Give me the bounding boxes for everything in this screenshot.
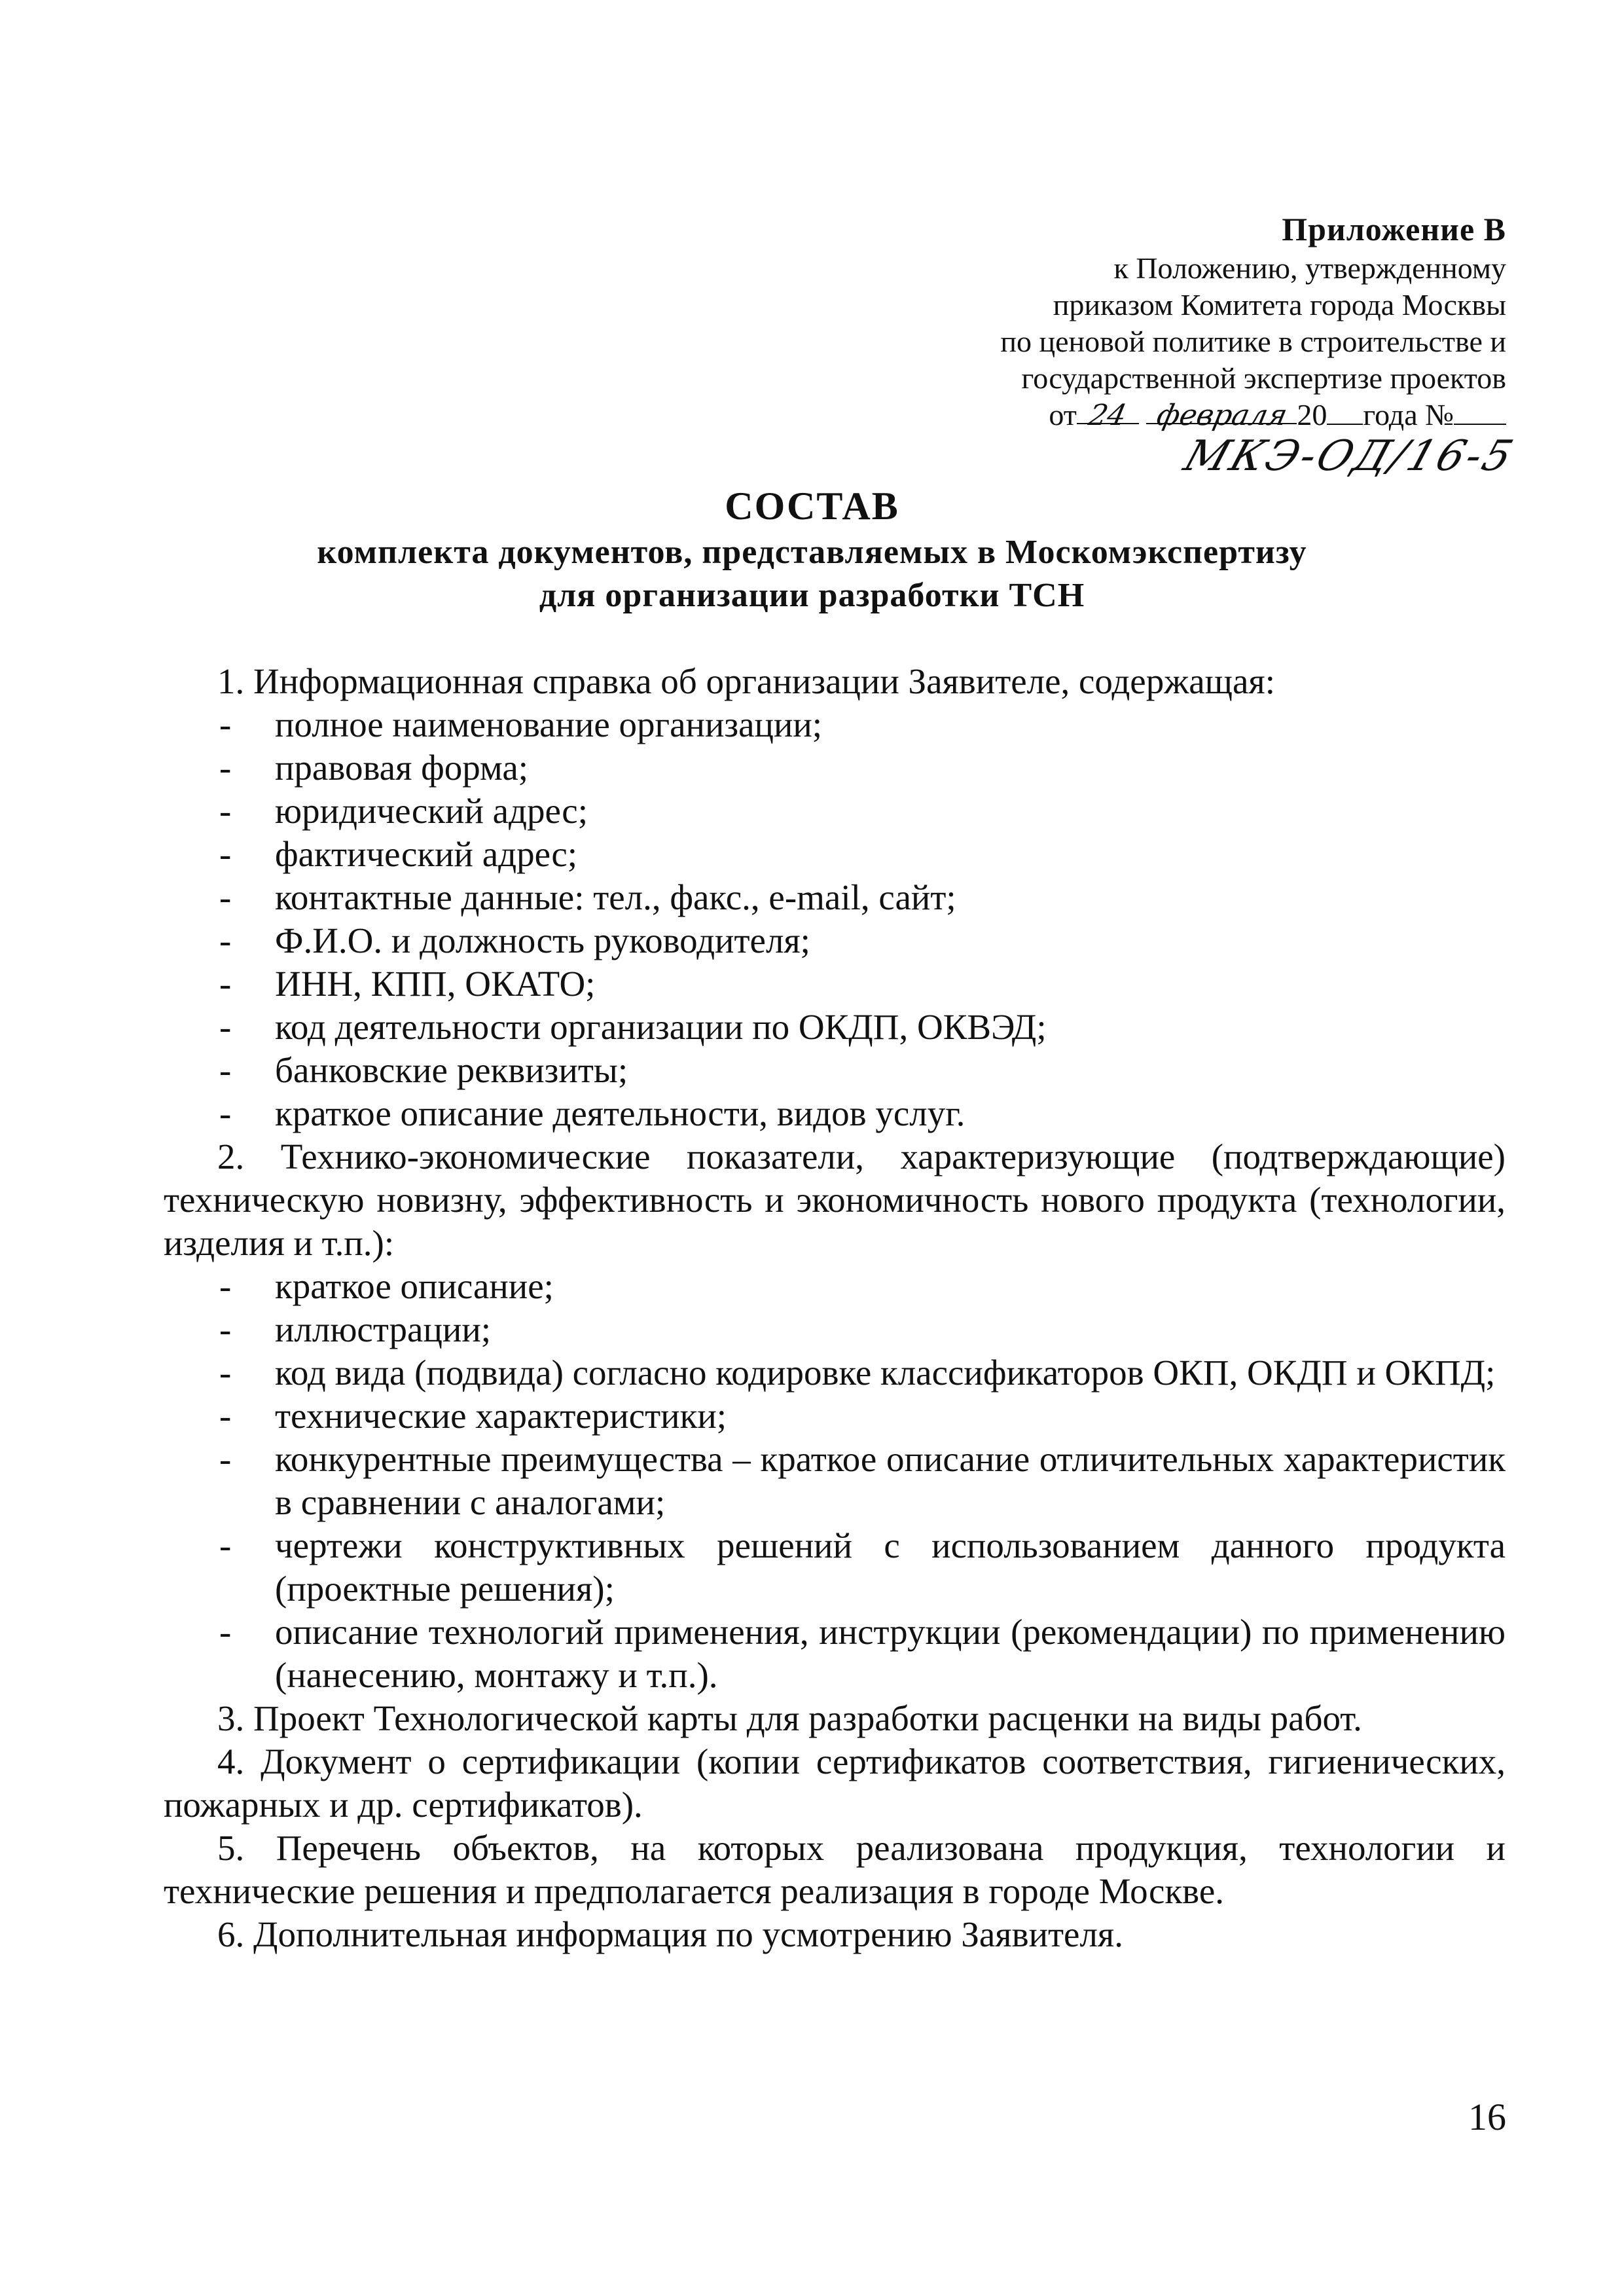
list-item: [164, 790, 1506, 833]
handwritten-day: 24: [1086, 399, 1130, 432]
section-3: 3. Проект Технологической карты для разработки расценки на виды работ.: [217, 1698, 1362, 1738]
list-item: [164, 746, 1506, 790]
list-item-text: Ф.И.О. и должность руководителя;: [275, 920, 810, 960]
list-item: [164, 1524, 1506, 1611]
number-label: №: [1425, 398, 1454, 431]
year-suffix: года: [1363, 398, 1418, 431]
dash-bullet: -: [219, 704, 232, 744]
dash-bullet: -: [219, 791, 232, 831]
dash-bullet: -: [219, 1266, 232, 1306]
list-item-text: правовая форма;: [275, 748, 529, 788]
list-item-text: технические характеристики;: [275, 1396, 727, 1436]
list-item-text: код вида (подвида) согласно кодировке классификаторов ОКП, ОКДП и ОКПД;: [275, 1353, 1496, 1393]
page-number: 16: [1468, 2096, 1506, 2138]
list-item-text: фактический адрес;: [275, 834, 578, 874]
section-4: 4. Документ о сертификации (копии сертификатов соответствия, гигиенических, пожарных и др. сертификатов).: [164, 1741, 1506, 1825]
document-title-block: [0, 481, 1624, 617]
appendix-header: [721, 208, 1506, 433]
document-subtitle: комплекта документов, представляемых в Москомэкспертизу: [317, 534, 1307, 571]
appendix-heading: Приложение В: [1282, 211, 1506, 247]
dash-bullet: -: [219, 1439, 232, 1479]
month-blank: [1146, 397, 1297, 432]
appendix-line: государственной экспертизе проектов: [1021, 361, 1506, 395]
dash-bullet: -: [219, 877, 232, 917]
list-item-text: полное наименование организации;: [275, 704, 823, 744]
list-item-text: банковские реквизиты;: [275, 1050, 628, 1090]
dash-bullet: -: [219, 1525, 232, 1565]
dash-bullet: -: [219, 1007, 232, 1047]
list-item: [164, 1611, 1506, 1697]
handwritten-month: февраля: [1153, 399, 1290, 432]
list-item: [164, 1394, 1506, 1438]
list-item: [164, 1006, 1506, 1049]
list-item: [164, 919, 1506, 962]
dash-bullet: -: [219, 1353, 232, 1393]
list-item: [164, 1049, 1506, 1092]
document-title: СОСТАВ: [725, 484, 899, 528]
order-date-line: [721, 397, 1506, 433]
list-item: [164, 1438, 1506, 1524]
list-item-text: контактные данные: тел., факс., e-mail, сайт;: [275, 877, 956, 917]
appendix-line: приказом Комитета города Москвы: [1053, 288, 1506, 321]
section-5: 5. Перечень объектов, на которых реализована продукция, технологии и технические решения и предполагается реализация в городе Москве.: [164, 1828, 1506, 1911]
section-1: 1. Информационная справка об организации Заявителе, содержащая:: [217, 661, 1275, 701]
dash-bullet: -: [219, 920, 232, 960]
list-item-text: конкурентные преимущества – краткое описание отличительных характеристик в сравнении с аналогами;: [275, 1439, 1506, 1522]
dash-bullet: -: [219, 1093, 232, 1133]
dash-bullet: -: [219, 964, 232, 1004]
list-item-text: краткое описание;: [275, 1266, 554, 1306]
handwritten-registration-number: МКЭ-ОД/16-5: [1178, 432, 1521, 481]
section-1-list: [164, 703, 1506, 1135]
section-2: 2. Технико-экономические показатели, характеризующие (подтверждающие) техническую новизну, эффективность и экономичность нового продукта (технологии, изделия и т.п.):: [164, 1137, 1506, 1263]
year-prefix: 20: [1297, 398, 1327, 431]
document-body: [164, 660, 1506, 1956]
day-blank: [1077, 397, 1139, 432]
list-item-text: код деятельности организации по ОКДП, ОКВЭД;: [275, 1007, 1047, 1047]
year-blank: [1327, 397, 1363, 425]
appendix-line: к Положению, утвержденному: [1113, 251, 1506, 285]
list-item-text: юридический адрес;: [275, 791, 588, 831]
appendix-line: по ценовой политике в строительстве и: [1000, 325, 1506, 358]
dash-bullet: -: [219, 1309, 232, 1349]
list-item: [164, 876, 1506, 919]
section-6: 6. Дополнительная информация по усмотрению Заявителя.: [217, 1914, 1123, 1954]
document-subtitle: для организации разработки ТСН: [539, 577, 1085, 614]
list-item: [164, 703, 1506, 746]
list-item-text: описание технологий применения, инструкции (рекомендации) по применению (нанесению, монтажу и т.п.).: [275, 1612, 1506, 1695]
list-item: [164, 962, 1506, 1006]
list-item: [164, 1092, 1506, 1135]
list-item-text: краткое описание деятельности, видов услуг.: [275, 1093, 965, 1133]
list-item-text: чертежи конструктивных решений с использованием данного продукта (проектные решения);: [275, 1525, 1506, 1609]
section-2-list: [164, 1265, 1506, 1697]
from-label: от: [1049, 398, 1077, 431]
number-blank: [1454, 397, 1506, 425]
dash-bullet: -: [219, 1396, 232, 1436]
list-item: [164, 833, 1506, 876]
list-item-text: иллюстрации;: [275, 1309, 492, 1349]
dash-bullet: -: [219, 1050, 232, 1090]
list-item-text: ИНН, КПП, ОКАТО;: [275, 964, 596, 1004]
list-item: [164, 1351, 1506, 1394]
list-item: [164, 1308, 1506, 1351]
dash-bullet: -: [219, 1612, 232, 1652]
dash-bullet: -: [219, 748, 232, 788]
dash-bullet: -: [219, 834, 232, 874]
list-item: [164, 1265, 1506, 1308]
